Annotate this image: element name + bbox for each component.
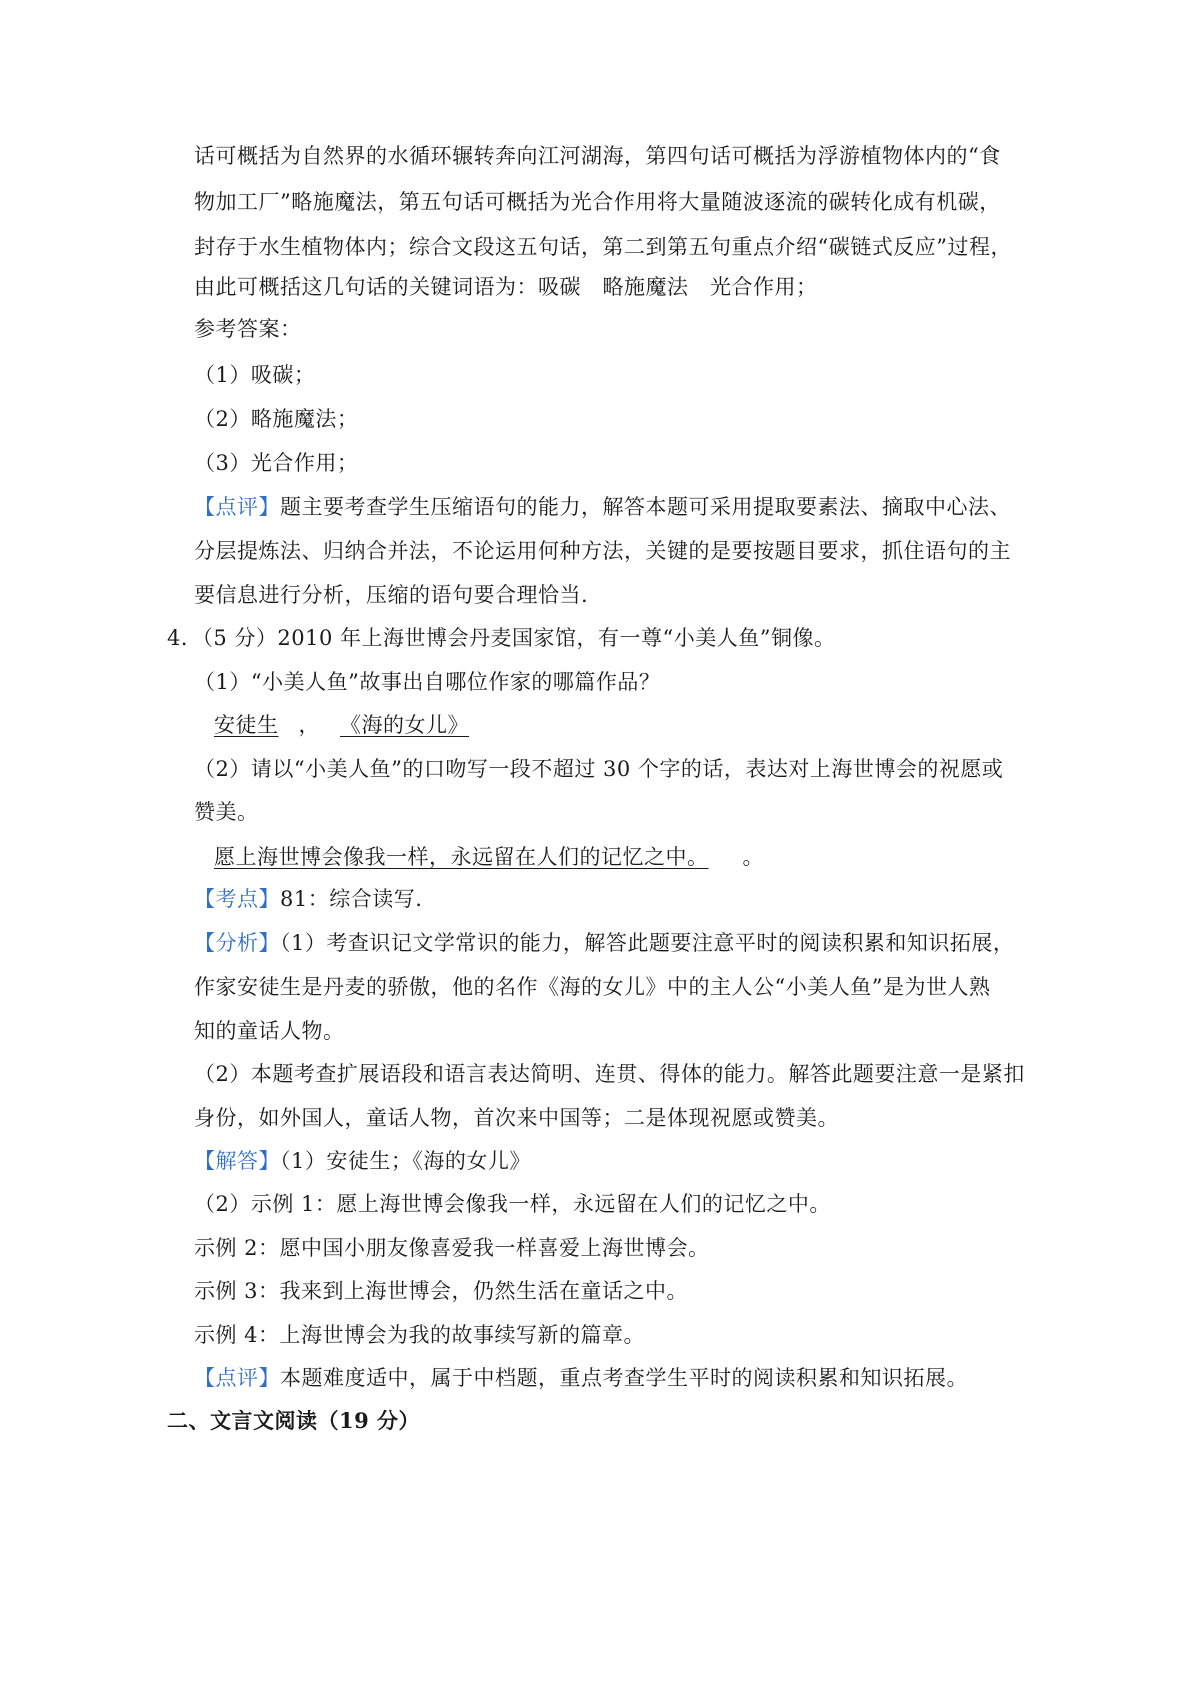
review-1-line-1 <box>194 492 1011 522</box>
answer-work-blank <box>320 713 489 737</box>
solution-text-1: （1）安徒生；《海的女儿》 <box>280 1149 531 1173</box>
review-2-line <box>194 1363 968 1393</box>
answer-author: 安徒生 <box>214 713 279 737</box>
intro-line-4: 由此可概括这几句话的关键词语为：吸碳 略施魔法 光合作用； <box>194 275 818 299</box>
solution-tag: 【解答】 <box>194 1149 280 1173</box>
question-4-stem: 4．（5 分）2010 年上海世博会丹麦国家馆，有一尊“小美人鱼”铜像。 <box>167 626 836 650</box>
solution-line-5: 示例 4：上海世博会为我的故事续写新的篇章。 <box>194 1323 646 1347</box>
analysis-text-1: （1）考查识记文学常识的能力，解答此题要注意平时的阅读积累和知识拓展， <box>280 931 1015 955</box>
answer-work: 《海的女儿》 <box>340 713 469 737</box>
intro-line-3: 封存于水生植物体内；综合文段这五句话，第二到第五句重点介绍“碳链式反应”过程， <box>194 235 1012 259</box>
exam-point-line <box>194 884 422 914</box>
answer-author-blank <box>194 713 299 737</box>
reference-answer-item-2: （2）略施魔法； <box>194 407 359 431</box>
analysis-line-4: （2）本题考查扩展语段和语言表达简明、连贯、得体的能力。解答此题要注意一是紧扣 <box>194 1062 1025 1086</box>
exam-point-text: 81：综合读写. <box>280 887 423 911</box>
question-4-sub-2-line-1: （2）请以“小美人鱼”的口吻写一段不超过 30 个字的话，表达对上海世博会的祝愿或 <box>194 757 1004 781</box>
solution-line-4: 示例 3：我来到上海世博会，仍然生活在童话之中。 <box>194 1279 689 1303</box>
question-4-sub-1: （1）“小美人鱼”故事出自哪位作家的哪篇作品？ <box>194 670 661 694</box>
review-2-tag: 【点评】 <box>194 1366 280 1390</box>
question-4-sub-2-line-2: 赞美。 <box>194 800 259 824</box>
reference-answer-heading: 参考答案： <box>194 317 302 341</box>
solution-line-3: 示例 2：愿中国小朋友像喜爱我一样喜爱上海世博会。 <box>194 1236 710 1260</box>
solution-line-2: （2）示例 1：愿上海世博会像我一样，永远留在人们的记忆之中。 <box>194 1192 831 1216</box>
analysis-line-5: 身份，如外国人，童话人物，首次来中国等；二是体现祝愿或赞美。 <box>194 1106 839 1130</box>
answer-comma: ， <box>298 713 320 737</box>
analysis-line-2: 作家安徒生是丹麦的骄傲，他的名作《海的女儿》中的主人公“小美人鱼”是为世人熟 <box>194 975 991 999</box>
review-tag: 【点评】 <box>194 495 280 519</box>
intro-line-2: 物加工厂”略施魔法，第五句话可概括为光合作用将大量随波逐流的碳转化成有机碳， <box>194 190 1001 214</box>
review-2-text: 本题难度适中，属于中档题，重点考查学生平时的阅读积累和知识拓展。 <box>280 1366 968 1390</box>
reference-answer-item-3: （3）光合作用； <box>194 451 359 475</box>
exam-point-tag: 【考点】 <box>194 887 280 911</box>
section-heading: 二、文言文阅读（19 分） <box>167 1408 421 1433</box>
question-4-answer-2 <box>194 842 764 872</box>
answer-wish-blank <box>194 845 743 869</box>
intro-line-1: 话可概括为自然界的水循环辗转奔向江河湖海，第四句话可概括为浮游植物体内的“食 <box>194 144 1001 168</box>
question-4-answer-1 <box>194 710 489 740</box>
review-1-line-2: 分层提炼法、归纳合并法，不论运用何种方法，关键的是要按题目要求，抓住语句的主 <box>194 539 1011 563</box>
solution-line-1 <box>194 1146 531 1176</box>
answer-wish-end: 。 <box>742 845 764 869</box>
analysis-line-3: 知的童话人物。 <box>194 1019 345 1043</box>
review-1-line-3: 要信息进行分析，压缩的语句要合理恰当. <box>194 583 589 607</box>
answer-wish: 愿上海世博会像我一样，永远留在人们的记忆之中。 <box>214 845 709 869</box>
reference-answer-item-1: （1）吸碳； <box>194 363 316 387</box>
analysis-tag: 【分析】 <box>194 931 280 955</box>
analysis-line-1 <box>194 928 1014 958</box>
review-1-text-1: 题主要考查学生压缩语句的能力，解答本题可采用提取要素法、摘取中心法、 <box>280 495 1011 519</box>
